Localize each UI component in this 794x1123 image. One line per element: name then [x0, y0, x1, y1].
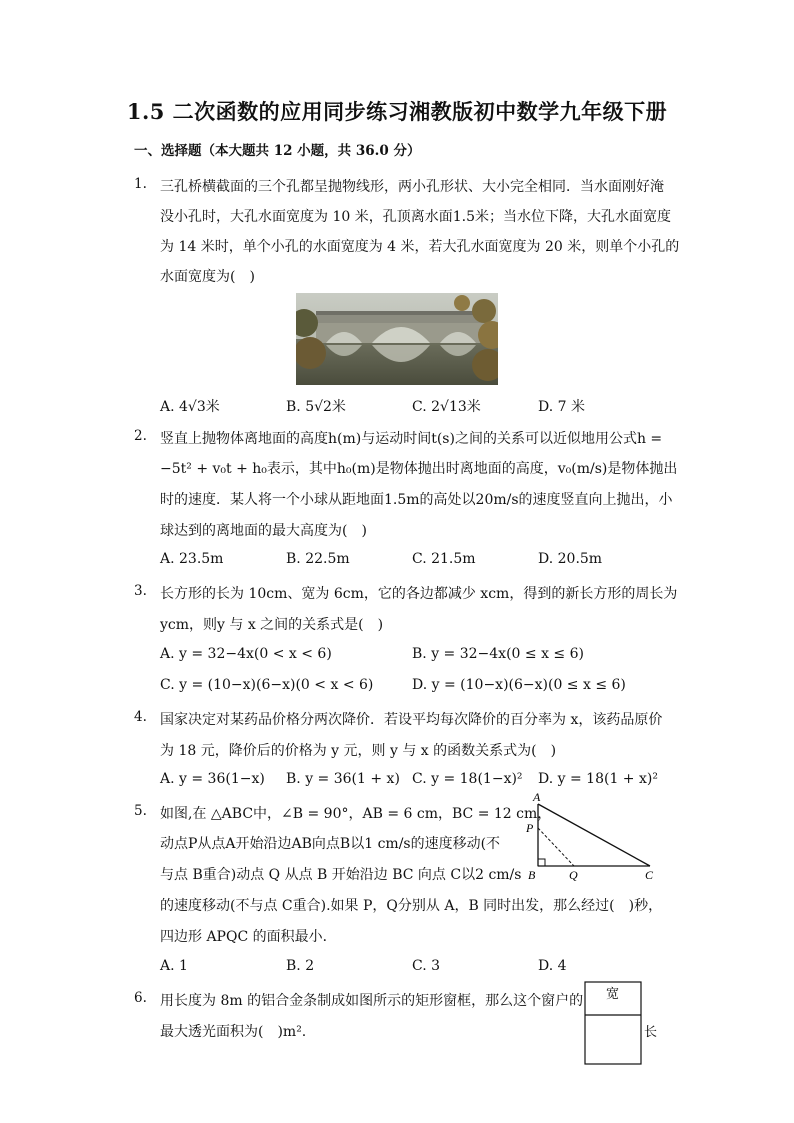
question-text-line: 长方形的长为 10cm、宽为 6cm，它的各边都减少 xcm，得到的新长方形的周长为	[160, 586, 678, 602]
section-heading: 一、选择题（本大题共 12 小题，共 36.0 分）	[134, 143, 421, 159]
option-d: D. 7 米	[538, 399, 585, 415]
option-a: A. y = 36(1−x)	[160, 771, 265, 787]
question-text-line: 如图,在 △ABC中，∠B = 90°，AB = 6 cm，BC = 12 cm，	[160, 806, 552, 822]
question-text-line: 四边形 APQC 的面积最小．	[160, 929, 337, 945]
question-text-line: 没小孔时，大孔水面宽度为 10 米，孔顶离水面1.5米；当水位下降，大孔水面宽度	[160, 209, 671, 225]
question-text-line: −5t² + v₀t + h₀表示，其中h₀(m)是物体抛出时离地面的高度，v₀(m/s)是物体抛出	[160, 461, 678, 477]
triangle-figure	[522, 790, 662, 882]
question-text-line: 球达到的离地面的最大高度为( )	[160, 523, 367, 539]
option-a: A. 23.5m	[160, 551, 224, 567]
question-text-line: 时的速度．某人将一个小球从距地面1.5m的高处以20m/s的速度竖直向上抛出，小	[160, 492, 673, 508]
question-number: 2.	[134, 428, 147, 444]
point-q-label: Q	[569, 868, 578, 882]
option-c: C. 3	[412, 958, 441, 974]
question-number: 6.	[134, 990, 147, 1006]
question-number: 3.	[134, 583, 147, 599]
question-text-line: 竖直上抛物体离地面的高度h(m)与运动时间t(s)之间的关系可以近似地用公式h =	[160, 431, 663, 447]
width-label: 宽	[606, 987, 620, 1002]
question-text-line: ycm，则y 与 x 之间的关系式是( )	[160, 617, 384, 633]
vertex-b-label: B	[528, 868, 536, 882]
option-b: B. y = 32−4x(0 ≤ x ≤ 6)	[412, 646, 584, 662]
page-title: 1.5 二次函数的应用同步练习湘教版初中数学九年级下册	[126, 99, 668, 124]
question-number: 5.	[134, 803, 147, 819]
question-text-line: 为 14 米时，单个小孔的水面宽度为 4 米，若大孔水面宽度为 20 米，则单个小孔的	[160, 239, 680, 255]
question-number: 4.	[134, 709, 147, 725]
question-text-line: 国家决定对某药品价格分两次降价．若设平均每次降价的百分率为 x，该药品原价	[160, 712, 663, 728]
option-c: C. y = 18(1−x)²	[412, 771, 523, 787]
option-b: B. 2	[286, 958, 315, 974]
question-text-line: 三孔桥横截面的三个孔都呈抛物线形，两小孔形状、大小完全相同．当水面刚好淹	[160, 179, 664, 195]
point-p-label: P	[526, 821, 534, 835]
vertex-a-label: A	[533, 790, 541, 804]
option-d: D. 20.5m	[538, 551, 603, 567]
length-label: 长	[644, 1025, 658, 1040]
question-text-line: 为 18 元，降价后的价格为 y 元，则 y 与 x 的函数关系式为( )	[160, 743, 557, 759]
option-c: C. y = (10−x)(6−x)(0 < x < 6)	[160, 677, 374, 693]
option-d: D. y = 18(1 + x)²	[538, 771, 658, 787]
option-c: C. 2√13米	[412, 399, 481, 415]
question-text-line: 动点P从点A开始沿边AB向点B以1 cm/s的速度移动(不	[160, 836, 501, 852]
option-a: A. 1	[160, 958, 188, 974]
window-frame-figure	[580, 978, 664, 1068]
option-a: A. 4√3米	[160, 399, 220, 415]
option-b: B. y = 36(1 + x)	[286, 771, 400, 787]
question-text-line: 水面宽度为( )	[160, 269, 255, 285]
question-text-line: 与点 B重合)动点 Q 从点 B 开始沿边 BC 向点 C以2 cm/s	[160, 867, 522, 883]
option-d: D. y = (10−x)(6−x)(0 ≤ x ≤ 6)	[412, 677, 626, 693]
option-a: A. y = 32−4x(0 < x < 6)	[160, 646, 332, 662]
question-text-line: 的速度移动(不与点 C重合).如果 P，Q分别从 A，B 同时出发，那么经过( )秒，	[160, 898, 663, 914]
option-d: D. 4	[538, 958, 567, 974]
question-number: 1.	[134, 176, 147, 192]
option-b: B. 5√2米	[286, 399, 346, 415]
vertex-c-label: C	[645, 868, 654, 882]
question-text-line: 用长度为 8m 的铝合金条制成如图所示的矩形窗框，那么这个窗户的	[160, 993, 584, 1009]
question-text-line: 最大透光面积为( )m².	[160, 1024, 307, 1040]
option-b: B. 22.5m	[286, 551, 350, 567]
bridge-photo	[296, 293, 498, 385]
option-c: C. 21.5m	[412, 551, 476, 567]
